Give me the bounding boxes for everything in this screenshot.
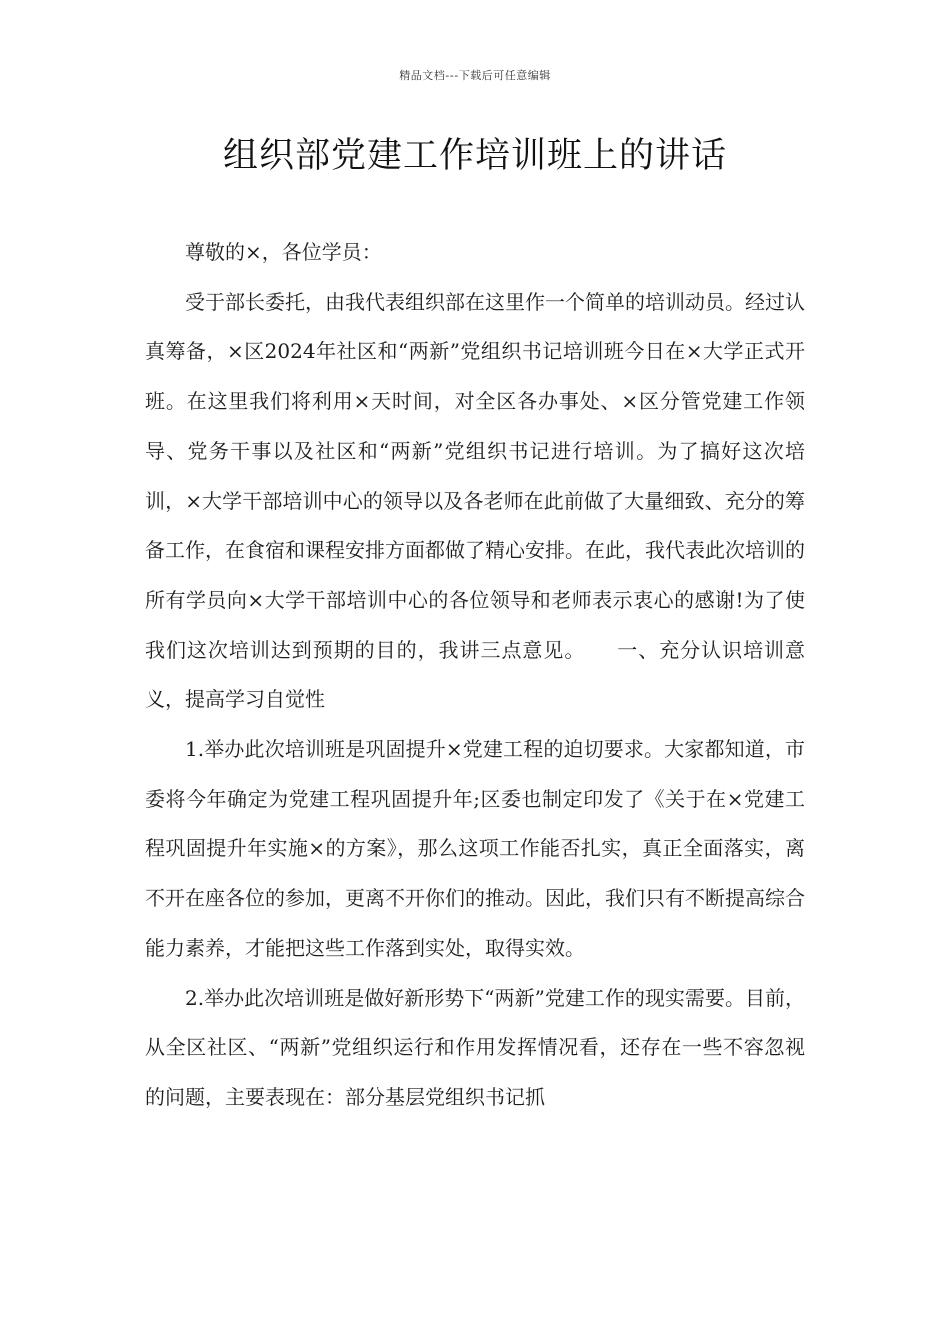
- body-paragraph: 2.举办此次培训班是做好新形势下“两新”党建工作的现实需要。目前，从全区社区、“两新”党组织运行和作用发挥情况看，还存在一些不容忽视的问题，主要表现在：部分基层党组织书记抓: [145, 985, 805, 1109]
- body-paragraph: 受于部长委托，由我代表组织部在这里作一个简单的培训动员。经过认真筹备，×区2024年社区和“两新”党组织书记培训班今日在×大学正式开班。在这里我们将利用×天时间，对全区各办事处、×区分管党建工作领导、党务干事以及社区和“两新”党组织书记进行培训。为了搞好这次培训，×大学干部培训中心的领导以及各老师在此前做了大量细致、充分的筹备工作，在食宿和课程安排方面都做了精心安排。在此，我代表此次培训的所有学员向×大学干部培训中心的各位领导和老师表示衷心的感谢!为了使我们这次培训达到预期的目的，我讲三点意见。 一、充分认识培训意义，提高学习自觉性: [145, 289, 805, 712]
- document-title: 组织部党建工作培训班上的讲话: [222, 136, 727, 176]
- header-note: 精品文档---下载后可任意编辑: [399, 69, 551, 82]
- body-paragraph: 1.举办此次培训班是巩固提升×党建工程的迫切要求。大家都知道，市委将今年确定为党建工程巩固提升年;区委也制定印发了《关于在×党建工程巩固提升年实施×的方案》，那么这项工作能否扎实，真正全面落实，离不开在座各位的参加，更离不开你们的推动。因此，我们只有不断提高综合能力素养，才能把这些工作落到实处，取得实效。: [145, 737, 805, 960]
- salutation-paragraph: 尊敬的×，各位学员：: [185, 240, 382, 264]
- document-body: [145, 228, 805, 1123]
